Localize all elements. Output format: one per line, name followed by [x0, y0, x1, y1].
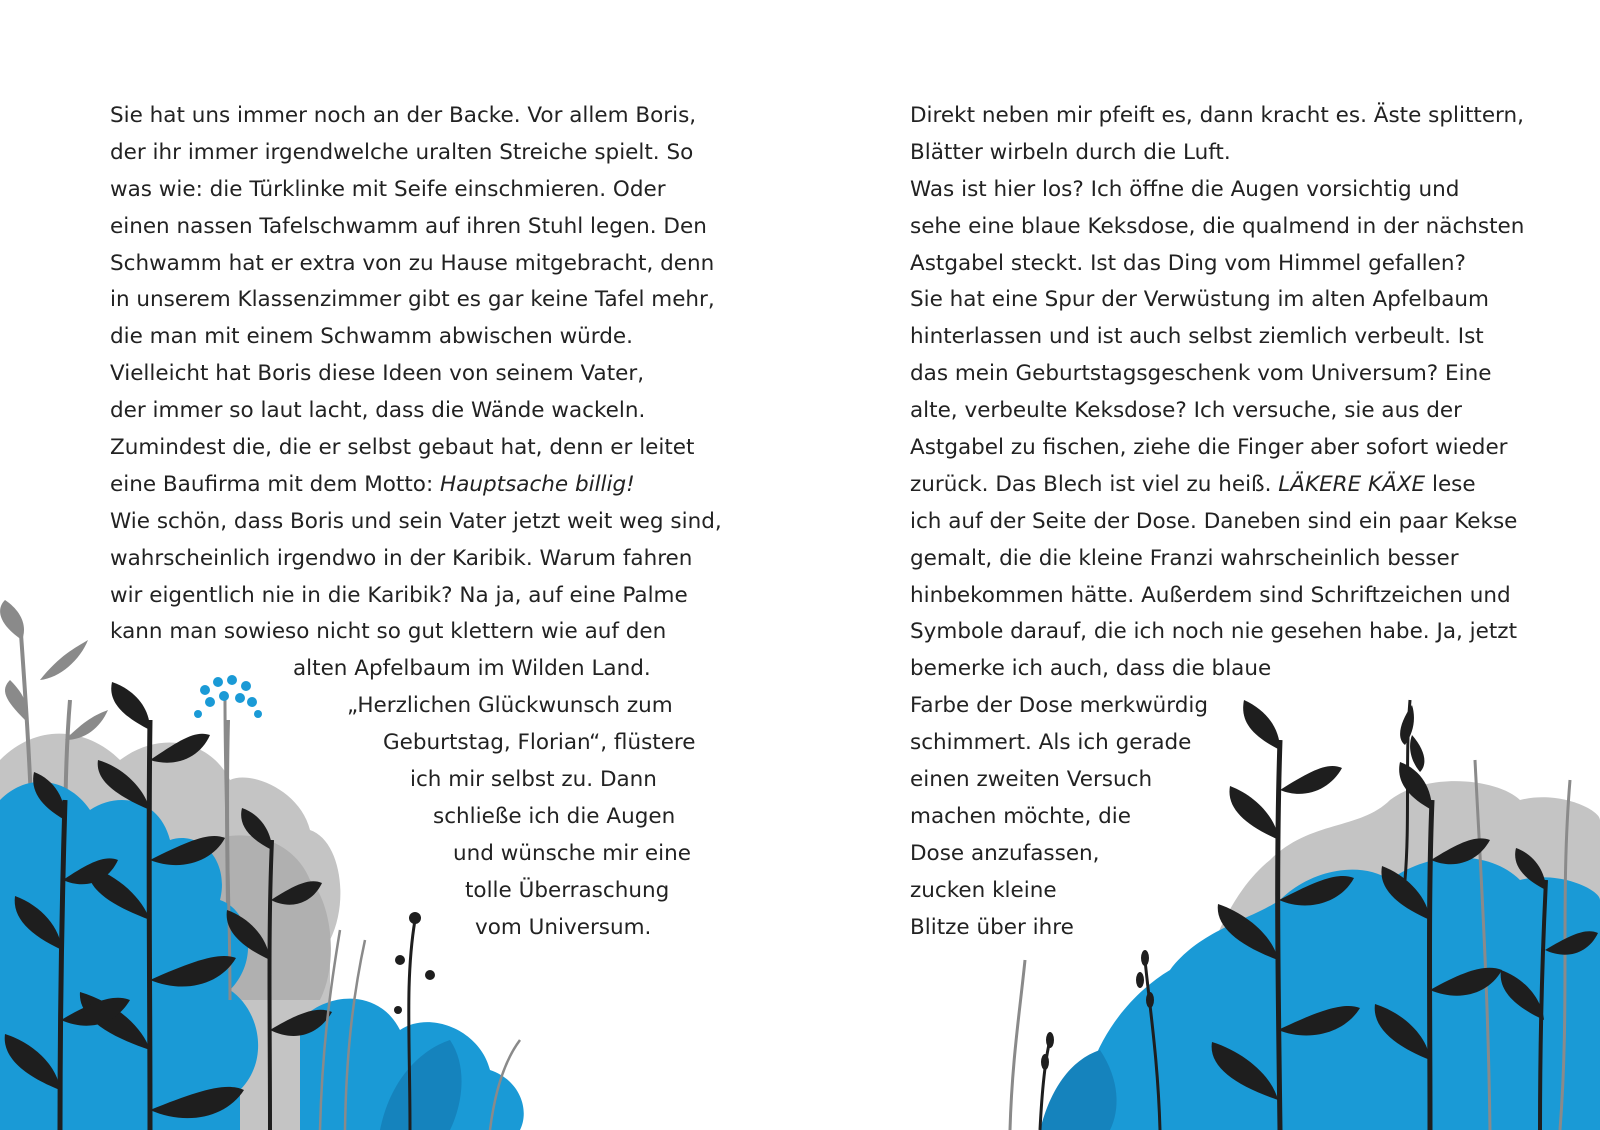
text-line: hinbekommen hätte. Außerdem sind Schriftzeichen und	[910, 582, 1511, 608]
text-line: machen möchte, die	[910, 803, 1131, 829]
text-line: schließe ich die Augen	[433, 803, 676, 829]
text-line: der immer so laut lacht, dass die Wände wackeln.	[110, 398, 646, 424]
text-line: ich mir selbst zu. Dann	[410, 767, 657, 793]
text-line: Blitze über ihre	[910, 914, 1074, 940]
text-line: alten Apfelbaum im Wilden Land.	[293, 656, 651, 682]
text-line: wahrscheinlich irgendwo in der Karibik. Warum fahren	[110, 545, 693, 571]
text-line: Schwamm hat er extra von zu Hause mitgebracht, denn	[110, 250, 715, 276]
text-line: Sie hat uns immer noch an der Backe. Vor allem Boris,	[110, 103, 697, 128]
text-line: Dose anzufassen,	[910, 840, 1100, 866]
text-line: was wie: die Türklinke mit Seife einschmieren. Oder	[110, 176, 666, 202]
text-line: zucken kleine	[910, 877, 1057, 903]
text-line: Direkt neben mir pfeift es, dann kracht es. Äste splittern,	[910, 103, 1524, 128]
left-page-text	[110, 98, 722, 946]
text-line: Zumindest die, die er selbst gebaut hat, denn er leitet	[110, 435, 695, 461]
text-line: einen nassen Tafelschwamm auf ihren Stuhl legen. Den	[110, 213, 707, 239]
text-line: Vielleicht hat Boris diese Ideen von seinem Vater,	[110, 361, 645, 387]
motto-italic: Hauptsache billig!	[440, 471, 635, 497]
text-line: der ihr immer irgendwelche uralten Streiche spielt. So	[110, 139, 694, 165]
text-line: einen zweiten Versuch	[910, 767, 1153, 793]
text-line: Astgabel steckt. Ist das Ding vom Himmel gefallen?	[910, 250, 1466, 276]
text-line: Astgabel zu fischen, ziehe die Finger aber sofort wieder	[910, 435, 1508, 461]
text-line: bemerke ich auch, dass die blaue	[910, 656, 1272, 682]
left-grey-leaves	[0, 600, 108, 740]
text-segment: zurück. Das Blech ist viel zu heiß.	[910, 471, 1279, 497]
text-line: Wie schön, dass Boris und sein Vater jetzt weit weg sind,	[110, 508, 722, 534]
text-line: wir eigentlich nie in die Karibik? Na ja, auf eine Palme	[110, 582, 688, 608]
text-line-motto	[110, 467, 710, 504]
right-page-text	[910, 98, 1525, 946]
text-line: tolle Überraschung	[465, 877, 670, 903]
text-line: sehe eine blaue Keksdose, die qualmend in der nächsten	[910, 213, 1525, 239]
text-line: Was ist hier los? Ich öffne die Augen vorsichtig und	[910, 176, 1460, 202]
right-page	[800, 0, 1600, 1130]
text-line: hinterlassen und ist auch selbst ziemlich verbeult. Ist	[910, 324, 1484, 350]
text-line-can-label	[910, 467, 1510, 504]
text-line: und wünsche mir eine	[453, 840, 691, 866]
text-line: Farbe der Dose merkwürdig	[910, 693, 1209, 719]
text-line: gemalt, die die kleine Franzi wahrscheinlich besser	[910, 545, 1459, 571]
text-line: in unserem Klassenzimmer gibt es gar keine Tafel mehr,	[110, 287, 715, 313]
text-line: ich auf der Seite der Dose. Daneben sind ein paar Kekse	[910, 508, 1518, 534]
text-line: Blätter wirbeln durch die Luft.	[910, 139, 1231, 165]
text-line: kann man sowieso nicht so gut klettern wie auf den	[110, 619, 667, 645]
text-line: das mein Geburtstagsgeschenk vom Universum? Eine	[910, 361, 1492, 387]
text-line: vom Universum.	[475, 914, 652, 940]
text-line: Geburtstag, Florian“, flüstere	[383, 730, 696, 756]
text-line: Symbole darauf, die ich noch nie gesehen habe. Ja, jetzt	[910, 619, 1518, 645]
text-line: die man mit einem Schwamm abwischen würde.	[110, 324, 633, 350]
text-line: „Herzlichen Glückwunsch zum	[347, 693, 673, 719]
text-line: schimmert. Als ich gerade	[910, 730, 1192, 756]
text-segment: eine Baufirma mit dem Motto:	[110, 471, 441, 497]
can-label-italic: LÄKERE KÄXE	[1278, 471, 1426, 497]
text-line: Sie hat eine Spur der Verwüstung im alten Apfelbaum	[910, 287, 1489, 313]
text-line: alte, verbeulte Keksdose? Ich versuche, sie aus der	[910, 398, 1462, 424]
text-segment: lese	[1425, 471, 1476, 497]
